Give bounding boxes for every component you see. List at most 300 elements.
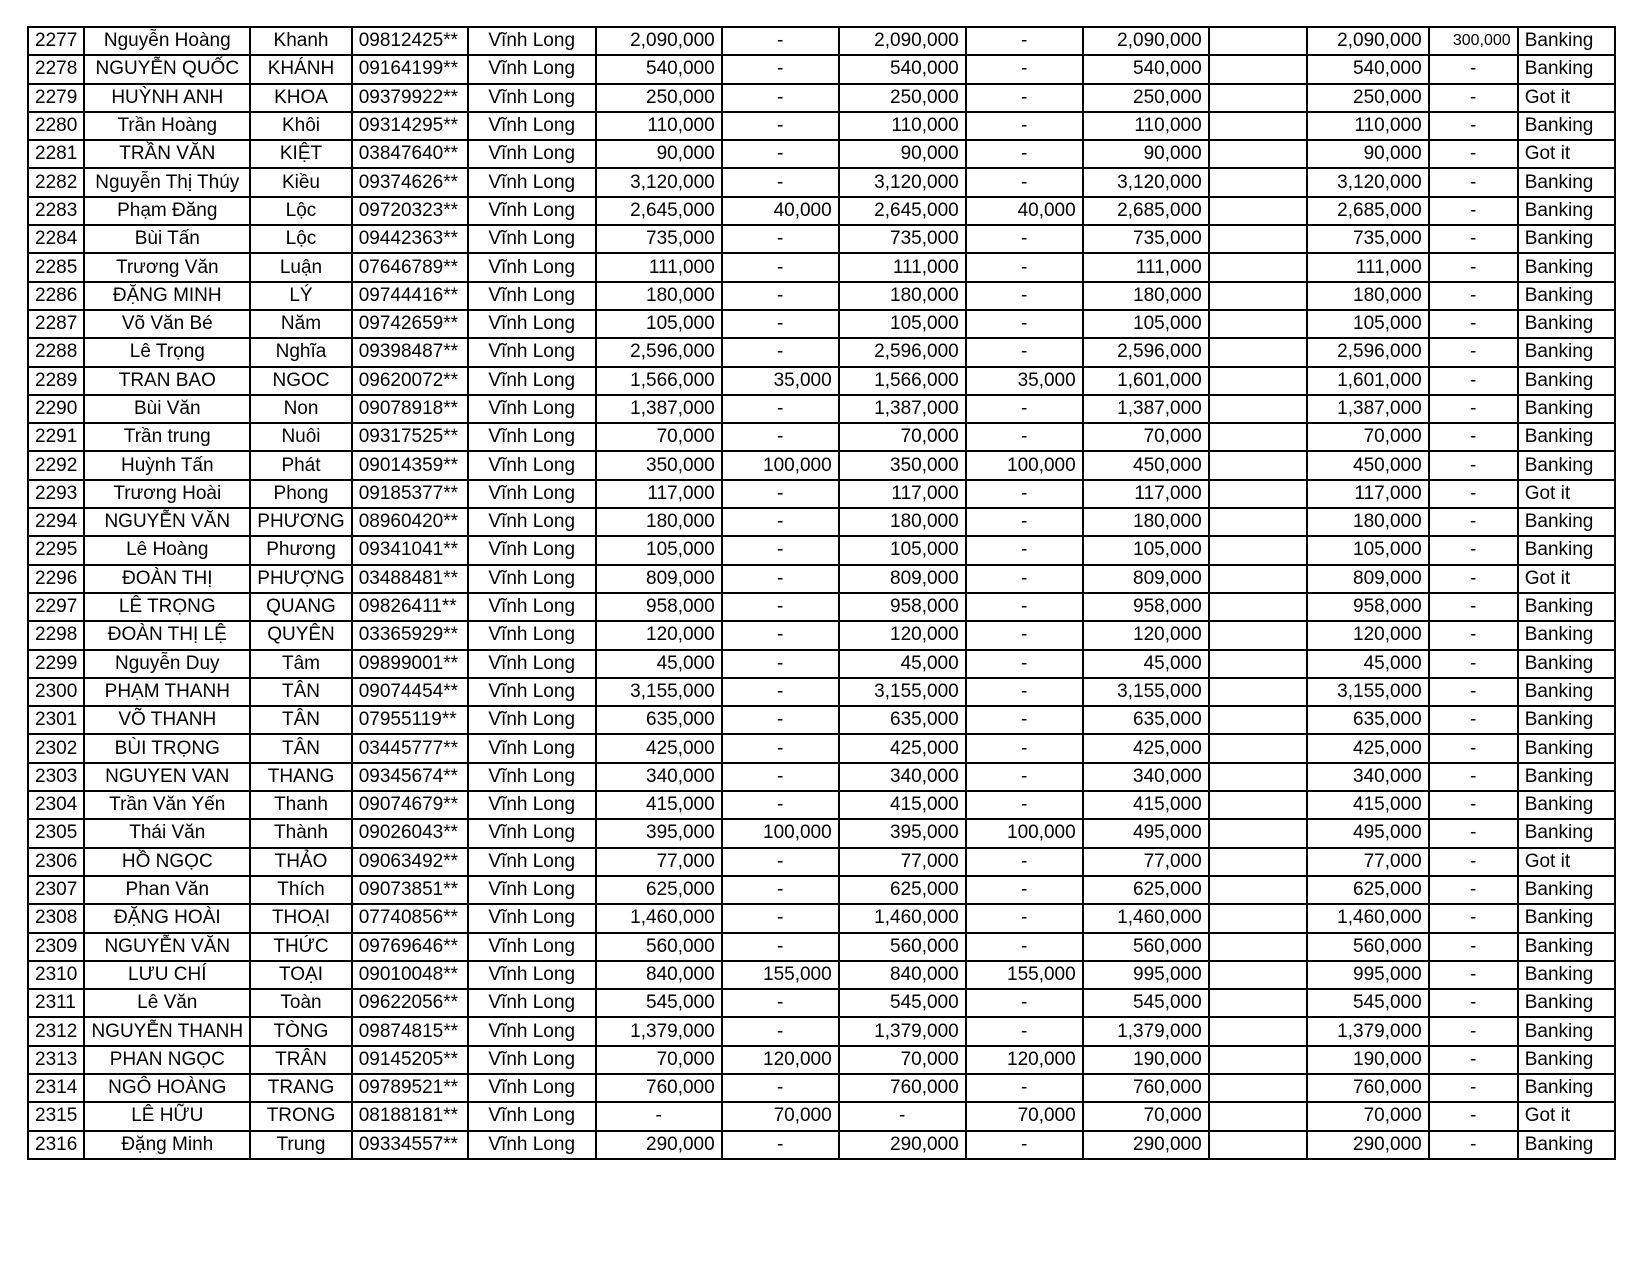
cell-amount-4: -: [966, 1074, 1083, 1102]
cell-amount-2: -: [722, 168, 839, 196]
cell-amount-4: -: [966, 508, 1083, 536]
cell-amount-3: 70,000: [839, 1046, 966, 1074]
cell-total-2: 250,000: [1307, 84, 1429, 112]
cell-total-2: 735,000: [1307, 225, 1429, 253]
cell-total-1: 111,000: [1083, 253, 1209, 281]
cell-blank: [1209, 1131, 1307, 1159]
cell-total-1: 340,000: [1083, 763, 1209, 791]
cell-total-2: 70,000: [1307, 423, 1429, 451]
cell-province: Vĩnh Long: [468, 678, 596, 706]
cell-extra: -: [1429, 904, 1518, 932]
cell-blank: [1209, 27, 1307, 55]
table-row: [28, 1046, 1615, 1074]
cell-total-2: 2,596,000: [1307, 338, 1429, 366]
cell-amount-1: 3,155,000: [596, 678, 722, 706]
cell-amount-1: 45,000: [596, 650, 722, 678]
cell-given-name: LÝ: [250, 282, 351, 310]
cell-payment-method: Banking: [1518, 27, 1615, 55]
cell-phone: 09812425**: [352, 27, 468, 55]
cell-total-1: 625,000: [1083, 876, 1209, 904]
cell-phone: 09185377**: [352, 480, 468, 508]
cell-total-1: 190,000: [1083, 1046, 1209, 1074]
cell-row-number: 2302: [28, 734, 84, 762]
cell-amount-2: 100,000: [722, 451, 839, 479]
cell-family-name: Bùi Văn: [84, 395, 250, 423]
cell-amount-3: 90,000: [839, 140, 966, 168]
cell-amount-3: 3,155,000: [839, 678, 966, 706]
cell-row-number: 2292: [28, 451, 84, 479]
cell-amount-3: 735,000: [839, 225, 966, 253]
cell-row-number: 2298: [28, 621, 84, 649]
cell-amount-1: 350,000: [596, 451, 722, 479]
cell-given-name: TRONG: [250, 1102, 351, 1130]
cell-given-name: KIỆT: [250, 140, 351, 168]
cell-total-1: 760,000: [1083, 1074, 1209, 1102]
cell-province: Vĩnh Long: [468, 1131, 596, 1159]
cell-row-number: 2285: [28, 253, 84, 281]
cell-province: Vĩnh Long: [468, 282, 596, 310]
cell-amount-3: 2,090,000: [839, 27, 966, 55]
cell-province: Vĩnh Long: [468, 1102, 596, 1130]
cell-family-name: Phạm Đăng: [84, 197, 250, 225]
cell-amount-4: -: [966, 876, 1083, 904]
cell-blank: [1209, 536, 1307, 564]
cell-province: Vĩnh Long: [468, 536, 596, 564]
cell-province: Vĩnh Long: [468, 734, 596, 762]
cell-payment-method: Banking: [1518, 310, 1615, 338]
table-row: [28, 706, 1615, 734]
table-row: [28, 27, 1615, 55]
cell-amount-4: -: [966, 734, 1083, 762]
cell-payment-method: Banking: [1518, 367, 1615, 395]
table-row: [28, 791, 1615, 819]
cell-total-1: 180,000: [1083, 282, 1209, 310]
cell-amount-3: 290,000: [839, 1131, 966, 1159]
cell-amount-1: 105,000: [596, 536, 722, 564]
cell-phone: 09769646**: [352, 933, 468, 961]
cell-amount-2: 155,000: [722, 961, 839, 989]
cell-family-name: LÊ TRỌNG: [84, 593, 250, 621]
cell-row-number: 2286: [28, 282, 84, 310]
cell-extra: -: [1429, 848, 1518, 876]
cell-family-name: PHAN NGỌC: [84, 1046, 250, 1074]
cell-total-2: 450,000: [1307, 451, 1429, 479]
cell-row-number: 2288: [28, 338, 84, 366]
cell-amount-2: 35,000: [722, 367, 839, 395]
cell-row-number: 2301: [28, 706, 84, 734]
cell-blank: [1209, 989, 1307, 1017]
cell-amount-1: 111,000: [596, 253, 722, 281]
cell-amount-4: 100,000: [966, 819, 1083, 847]
cell-amount-4: 155,000: [966, 961, 1083, 989]
cell-amount-4: -: [966, 933, 1083, 961]
cell-amount-3: 625,000: [839, 876, 966, 904]
cell-amount-3: 3,120,000: [839, 168, 966, 196]
cell-amount-1: 120,000: [596, 621, 722, 649]
table-row: [28, 819, 1615, 847]
cell-amount-2: -: [722, 848, 839, 876]
cell-province: Vĩnh Long: [468, 197, 596, 225]
table-row: [28, 1131, 1615, 1159]
cell-given-name: Nghĩa: [250, 338, 351, 366]
cell-amount-4: -: [966, 848, 1083, 876]
table-row: [28, 84, 1615, 112]
cell-blank: [1209, 1102, 1307, 1130]
cell-given-name: PHƯƠNG: [250, 508, 351, 536]
cell-extra: -: [1429, 1131, 1518, 1159]
cell-total-1: 1,460,000: [1083, 904, 1209, 932]
cell-phone: 08188181**: [352, 1102, 468, 1130]
cell-province: Vĩnh Long: [468, 650, 596, 678]
cell-amount-2: 120,000: [722, 1046, 839, 1074]
table-row: [28, 367, 1615, 395]
cell-amount-1: 958,000: [596, 593, 722, 621]
cell-amount-4: 120,000: [966, 1046, 1083, 1074]
cell-total-2: 2,685,000: [1307, 197, 1429, 225]
cell-total-2: 625,000: [1307, 876, 1429, 904]
cell-phone: 09317525**: [352, 423, 468, 451]
cell-total-1: 450,000: [1083, 451, 1209, 479]
cell-total-2: 3,120,000: [1307, 168, 1429, 196]
cell-amount-1: 77,000: [596, 848, 722, 876]
cell-amount-1: 180,000: [596, 282, 722, 310]
cell-payment-method: Banking: [1518, 989, 1615, 1017]
cell-amount-4: -: [966, 168, 1083, 196]
cell-given-name: Lộc: [250, 225, 351, 253]
cell-amount-1: 840,000: [596, 961, 722, 989]
cell-amount-3: 1,379,000: [839, 1017, 966, 1045]
table-row: [28, 508, 1615, 536]
cell-payment-method: Got it: [1518, 1102, 1615, 1130]
cell-given-name: QUANG: [250, 593, 351, 621]
cell-phone: 09063492**: [352, 848, 468, 876]
cell-blank: [1209, 225, 1307, 253]
cell-phone: 09620072**: [352, 367, 468, 395]
cell-amount-4: -: [966, 706, 1083, 734]
cell-row-number: 2315: [28, 1102, 84, 1130]
cell-province: Vĩnh Long: [468, 451, 596, 479]
table-row: [28, 1074, 1615, 1102]
cell-amount-1: 2,596,000: [596, 338, 722, 366]
cell-blank: [1209, 282, 1307, 310]
cell-amount-3: 117,000: [839, 480, 966, 508]
cell-family-name: NGUYỄN THANH: [84, 1017, 250, 1045]
cell-family-name: Bùi Tấn: [84, 225, 250, 253]
cell-family-name: NGUYEN VAN: [84, 763, 250, 791]
cell-given-name: TÂN: [250, 706, 351, 734]
cell-phone: 09345674**: [352, 763, 468, 791]
cell-province: Vĩnh Long: [468, 84, 596, 112]
cell-province: Vĩnh Long: [468, 310, 596, 338]
cell-province: Vĩnh Long: [468, 763, 596, 791]
cell-family-name: NGÔ HOÀNG: [84, 1074, 250, 1102]
cell-blank: [1209, 565, 1307, 593]
cell-given-name: TÂN: [250, 678, 351, 706]
cell-given-name: NGOC: [250, 367, 351, 395]
cell-amount-2: -: [722, 536, 839, 564]
cell-extra: -: [1429, 1074, 1518, 1102]
cell-amount-4: -: [966, 112, 1083, 140]
cell-given-name: Kiều: [250, 168, 351, 196]
cell-given-name: THỨC: [250, 933, 351, 961]
cell-given-name: Phương: [250, 536, 351, 564]
cell-amount-2: -: [722, 480, 839, 508]
cell-given-name: THẢO: [250, 848, 351, 876]
cell-extra: -: [1429, 763, 1518, 791]
cell-given-name: Tâm: [250, 650, 351, 678]
cell-total-2: 2,090,000: [1307, 27, 1429, 55]
cell-blank: [1209, 168, 1307, 196]
table-row: [28, 848, 1615, 876]
cell-amount-1: 180,000: [596, 508, 722, 536]
cell-phone: 09014359**: [352, 451, 468, 479]
cell-amount-1: 1,566,000: [596, 367, 722, 395]
cell-phone: 09374626**: [352, 168, 468, 196]
cell-total-1: 415,000: [1083, 791, 1209, 819]
cell-total-1: 250,000: [1083, 84, 1209, 112]
cell-extra: -: [1429, 536, 1518, 564]
table-row: [28, 310, 1615, 338]
cell-amount-2: -: [722, 112, 839, 140]
cell-amount-1: 635,000: [596, 706, 722, 734]
cell-family-name: BÙI TRỌNG: [84, 734, 250, 762]
cell-amount-4: -: [966, 338, 1083, 366]
cell-province: Vĩnh Long: [468, 367, 596, 395]
cell-given-name: KHOA: [250, 84, 351, 112]
cell-amount-4: 40,000: [966, 197, 1083, 225]
cell-amount-2: -: [722, 593, 839, 621]
cell-amount-2: -: [722, 55, 839, 83]
cell-row-number: 2307: [28, 876, 84, 904]
cell-total-1: 3,120,000: [1083, 168, 1209, 196]
cell-payment-method: Banking: [1518, 1046, 1615, 1074]
cell-amount-3: 760,000: [839, 1074, 966, 1102]
cell-amount-1: 545,000: [596, 989, 722, 1017]
cell-amount-1: 735,000: [596, 225, 722, 253]
cell-amount-4: 100,000: [966, 451, 1083, 479]
cell-province: Vĩnh Long: [468, 1017, 596, 1045]
cell-total-2: 1,601,000: [1307, 367, 1429, 395]
cell-extra: -: [1429, 282, 1518, 310]
cell-province: Vĩnh Long: [468, 112, 596, 140]
cell-payment-method: Banking: [1518, 451, 1615, 479]
cell-amount-2: -: [722, 310, 839, 338]
cell-province: Vĩnh Long: [468, 140, 596, 168]
cell-total-1: 120,000: [1083, 621, 1209, 649]
table-row: [28, 1017, 1615, 1045]
cell-row-number: 2309: [28, 933, 84, 961]
cell-amount-3: 1,387,000: [839, 395, 966, 423]
cell-blank: [1209, 1046, 1307, 1074]
cell-province: Vĩnh Long: [468, 253, 596, 281]
cell-row-number: 2287: [28, 310, 84, 338]
cell-amount-1: 540,000: [596, 55, 722, 83]
cell-total-1: 735,000: [1083, 225, 1209, 253]
cell-amount-4: -: [966, 282, 1083, 310]
cell-amount-2: -: [722, 1074, 839, 1102]
cell-family-name: Nguyễn Hoàng: [84, 27, 250, 55]
cell-amount-2: -: [722, 763, 839, 791]
cell-family-name: HUỲNH ANH: [84, 84, 250, 112]
cell-blank: [1209, 791, 1307, 819]
cell-total-2: 495,000: [1307, 819, 1429, 847]
table-row: [28, 282, 1615, 310]
cell-family-name: Trần Văn Yến: [84, 791, 250, 819]
cell-extra: -: [1429, 706, 1518, 734]
cell-total-1: 180,000: [1083, 508, 1209, 536]
cell-amount-1: 2,090,000: [596, 27, 722, 55]
cell-payment-method: Banking: [1518, 678, 1615, 706]
cell-amount-4: -: [966, 621, 1083, 649]
cell-payment-method: Banking: [1518, 763, 1615, 791]
cell-amount-4: -: [966, 791, 1083, 819]
cell-total-1: 2,685,000: [1083, 197, 1209, 225]
cell-family-name: PHẠM THANH: [84, 678, 250, 706]
cell-blank: [1209, 197, 1307, 225]
cell-amount-3: 120,000: [839, 621, 966, 649]
cell-total-2: 540,000: [1307, 55, 1429, 83]
cell-amount-2: -: [722, 650, 839, 678]
cell-blank: [1209, 819, 1307, 847]
cell-family-name: Trần Hoàng: [84, 112, 250, 140]
cell-amount-1: 3,120,000: [596, 168, 722, 196]
cell-total-2: 105,000: [1307, 536, 1429, 564]
cell-blank: [1209, 593, 1307, 621]
cell-extra: -: [1429, 310, 1518, 338]
cell-given-name: Toàn: [250, 989, 351, 1017]
cell-amount-2: -: [722, 225, 839, 253]
cell-amount-4: -: [966, 904, 1083, 932]
cell-given-name: THANG: [250, 763, 351, 791]
cell-amount-4: -: [966, 593, 1083, 621]
cell-extra: -: [1429, 84, 1518, 112]
cell-family-name: Trần trung: [84, 423, 250, 451]
cell-phone: 09073851**: [352, 876, 468, 904]
cell-amount-3: 415,000: [839, 791, 966, 819]
cell-amount-3: 545,000: [839, 989, 966, 1017]
cell-payment-method: Got it: [1518, 565, 1615, 593]
cell-total-2: 809,000: [1307, 565, 1429, 593]
cell-blank: [1209, 338, 1307, 366]
table-body: [28, 27, 1615, 1159]
cell-given-name: Năm: [250, 310, 351, 338]
cell-amount-2: -: [722, 423, 839, 451]
cell-total-2: 425,000: [1307, 734, 1429, 762]
cell-amount-4: -: [966, 27, 1083, 55]
cell-amount-1: 117,000: [596, 480, 722, 508]
cell-total-2: 110,000: [1307, 112, 1429, 140]
cell-amount-3: 2,645,000: [839, 197, 966, 225]
cell-blank: [1209, 876, 1307, 904]
table-row: [28, 140, 1615, 168]
cell-amount-3: 1,460,000: [839, 904, 966, 932]
cell-extra: -: [1429, 451, 1518, 479]
cell-row-number: 2297: [28, 593, 84, 621]
table-row: [28, 734, 1615, 762]
cell-blank: [1209, 140, 1307, 168]
cell-province: Vĩnh Long: [468, 1046, 596, 1074]
cell-amount-4: -: [966, 763, 1083, 791]
cell-total-2: 90,000: [1307, 140, 1429, 168]
cell-extra: -: [1429, 225, 1518, 253]
cell-phone: 09010048**: [352, 961, 468, 989]
cell-payment-method: Banking: [1518, 55, 1615, 83]
cell-total-1: 70,000: [1083, 423, 1209, 451]
cell-phone: 09744416**: [352, 282, 468, 310]
cell-amount-2: -: [722, 508, 839, 536]
cell-payment-method: Banking: [1518, 1017, 1615, 1045]
table-row: [28, 650, 1615, 678]
cell-amount-1: 395,000: [596, 819, 722, 847]
cell-given-name: Nuôi: [250, 423, 351, 451]
cell-extra: -: [1429, 621, 1518, 649]
cell-phone: 09899001**: [352, 650, 468, 678]
cell-amount-3: 840,000: [839, 961, 966, 989]
cell-payment-method: Banking: [1518, 1131, 1615, 1159]
cell-total-2: 560,000: [1307, 933, 1429, 961]
table-row: [28, 678, 1615, 706]
cell-row-number: 2304: [28, 791, 84, 819]
cell-extra: 300,000: [1429, 27, 1518, 55]
cell-payment-method: Banking: [1518, 395, 1615, 423]
cell-total-2: 1,387,000: [1307, 395, 1429, 423]
cell-payment-method: Banking: [1518, 933, 1615, 961]
cell-extra: -: [1429, 1102, 1518, 1130]
cell-amount-4: -: [966, 225, 1083, 253]
cell-extra: -: [1429, 508, 1518, 536]
cell-total-2: 995,000: [1307, 961, 1429, 989]
cell-amount-2: 70,000: [722, 1102, 839, 1130]
cell-payment-method: Banking: [1518, 423, 1615, 451]
cell-total-2: 180,000: [1307, 508, 1429, 536]
cell-payment-method: Banking: [1518, 961, 1615, 989]
cell-amount-1: -: [596, 1102, 722, 1130]
cell-blank: [1209, 650, 1307, 678]
cell-amount-2: -: [722, 791, 839, 819]
cell-amount-2: -: [722, 565, 839, 593]
cell-family-name: VÕ THANH: [84, 706, 250, 734]
cell-blank: [1209, 621, 1307, 649]
cell-phone: 09341041**: [352, 536, 468, 564]
cell-phone: 09874815**: [352, 1017, 468, 1045]
table-row: [28, 989, 1615, 1017]
cell-blank: [1209, 734, 1307, 762]
cell-blank: [1209, 933, 1307, 961]
cell-total-2: 105,000: [1307, 310, 1429, 338]
cell-blank: [1209, 55, 1307, 83]
cell-phone: 03488481**: [352, 565, 468, 593]
cell-total-2: 117,000: [1307, 480, 1429, 508]
cell-province: Vĩnh Long: [468, 168, 596, 196]
cell-blank: [1209, 763, 1307, 791]
cell-family-name: NGUYỄN VĂN: [84, 933, 250, 961]
cell-blank: [1209, 310, 1307, 338]
cell-extra: -: [1429, 197, 1518, 225]
cell-given-name: Non: [250, 395, 351, 423]
cell-total-1: 995,000: [1083, 961, 1209, 989]
cell-amount-4: -: [966, 140, 1083, 168]
cell-total-2: 415,000: [1307, 791, 1429, 819]
cell-amount-2: -: [722, 84, 839, 112]
cell-total-1: 110,000: [1083, 112, 1209, 140]
cell-total-2: 340,000: [1307, 763, 1429, 791]
cell-row-number: 2290: [28, 395, 84, 423]
cell-amount-3: 250,000: [839, 84, 966, 112]
table-row: [28, 112, 1615, 140]
cell-amount-4: -: [966, 395, 1083, 423]
cell-amount-4: -: [966, 55, 1083, 83]
cell-amount-2: -: [722, 1131, 839, 1159]
